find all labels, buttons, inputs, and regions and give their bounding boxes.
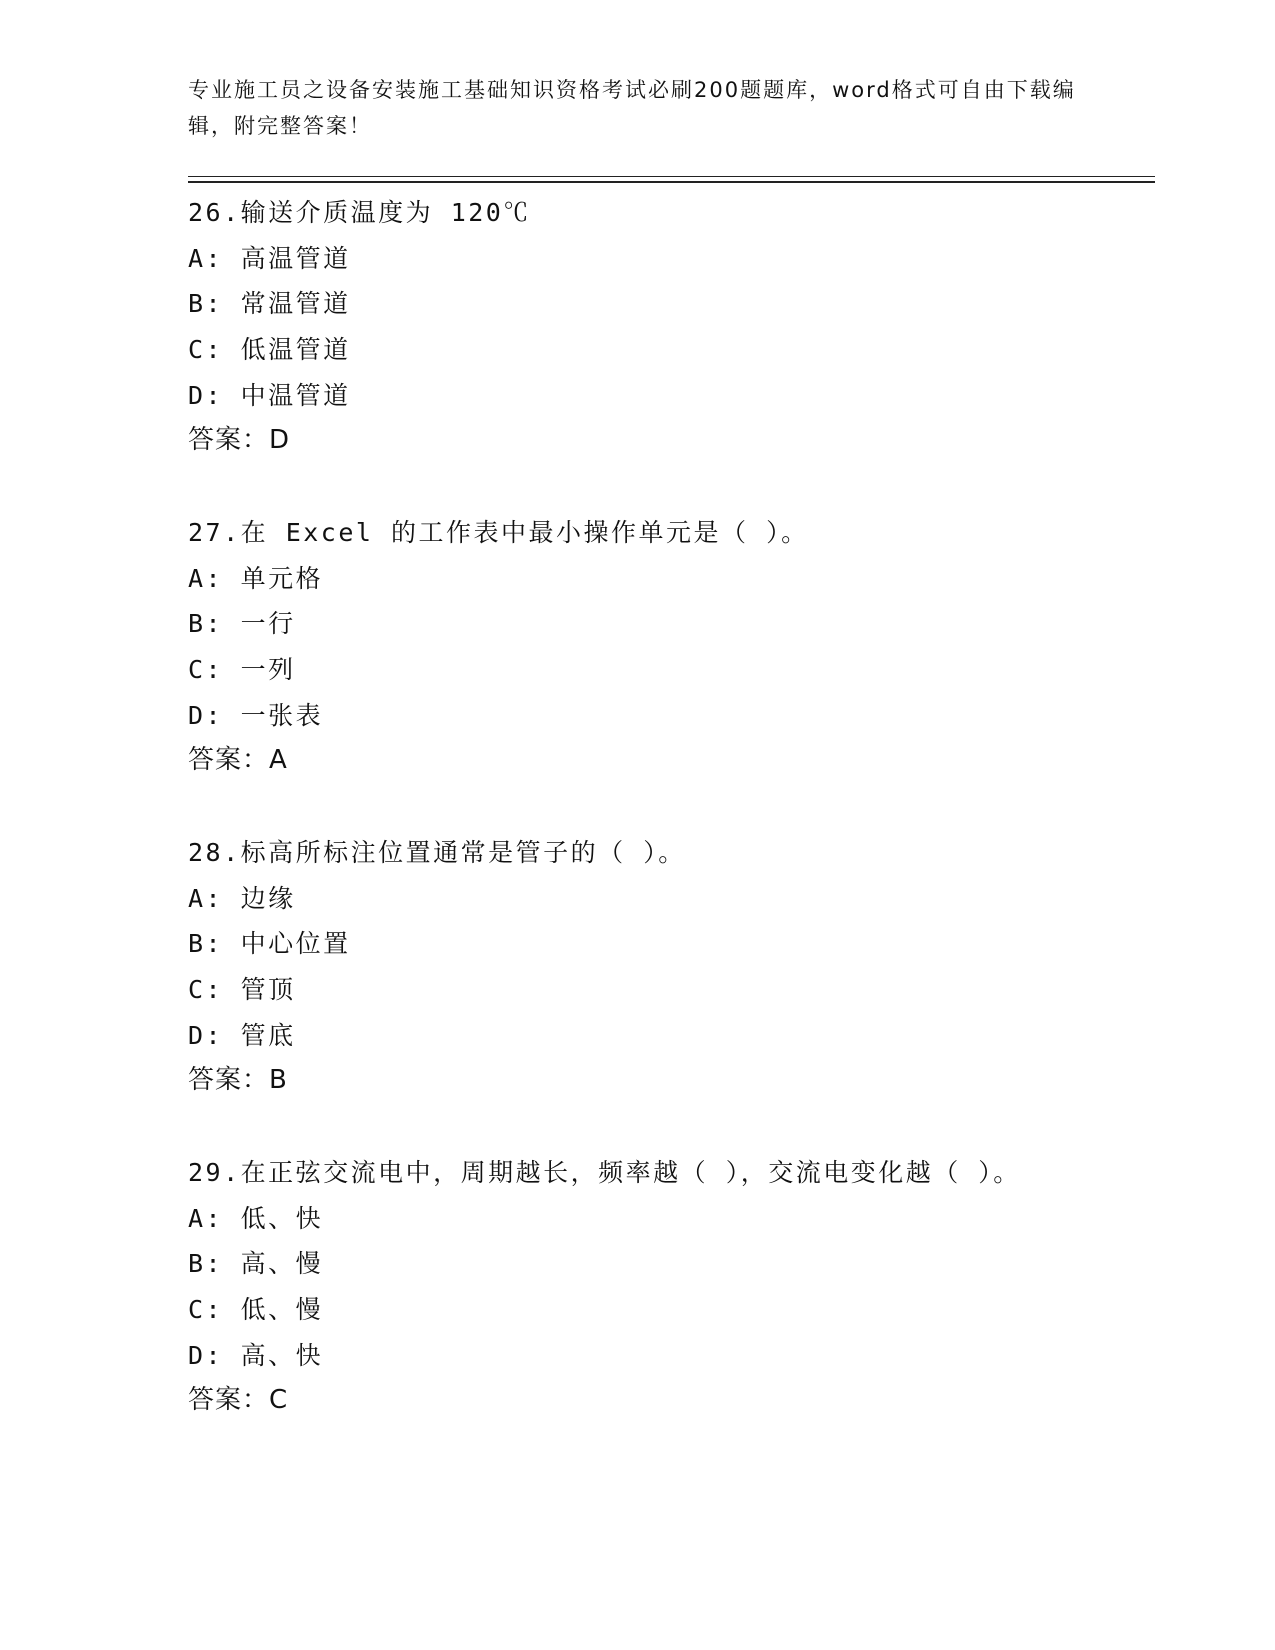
option-a: A: 低、快 bbox=[188, 1203, 324, 1233]
option-b: B: 常温管道 bbox=[188, 289, 351, 319]
answer-line: 答案：A bbox=[188, 745, 288, 776]
option-b: B: 高、慢 bbox=[188, 1249, 324, 1279]
question-27 bbox=[188, 510, 1148, 784]
question-26 bbox=[188, 190, 1148, 464]
option-a: A: 单元格 bbox=[188, 563, 324, 593]
option-b: B: 中心位置 bbox=[188, 929, 351, 959]
answer-line: 答案：B bbox=[188, 1065, 288, 1096]
option-d: D: 中温管道 bbox=[188, 380, 351, 410]
document-header bbox=[188, 72, 1088, 144]
answer-line: 答案：C bbox=[188, 1385, 289, 1416]
option-d: D: 高、快 bbox=[188, 1340, 324, 1370]
question-28 bbox=[188, 830, 1148, 1104]
option-d: D: 一张表 bbox=[188, 700, 324, 730]
question-stem: 28.标高所标注位置通常是管子的（ ）。 bbox=[188, 838, 686, 867]
header-divider-thin bbox=[188, 176, 1155, 177]
option-c: C: 一列 bbox=[188, 655, 296, 685]
answer-line: 答案：D bbox=[188, 425, 291, 456]
option-c: C: 低、慢 bbox=[188, 1295, 324, 1325]
question-stem: 26.输送介质温度为 120℃ bbox=[188, 198, 531, 227]
question-stem: 27.在 Excel 的工作表中最小操作单元是（ ）。 bbox=[188, 518, 809, 547]
header-title: 专业施工员之设备安装施工基础知识资格考试必刷200题题库，word格式可自由下载编辑，附完整答案！ bbox=[188, 78, 1076, 138]
option-c: C: 低温管道 bbox=[188, 335, 351, 365]
option-a: A: 边缘 bbox=[188, 883, 296, 913]
option-c: C: 管顶 bbox=[188, 975, 296, 1005]
header-divider-thick bbox=[188, 181, 1155, 183]
question-29 bbox=[188, 1150, 1148, 1424]
option-a: A: 高温管道 bbox=[188, 243, 351, 273]
option-d: D: 管底 bbox=[188, 1020, 296, 1050]
option-b: B: 一行 bbox=[188, 609, 296, 639]
question-stem: 29.在正弦交流电中，周期越长，频率越（ ），交流电变化越（ ）。 bbox=[188, 1158, 1021, 1187]
